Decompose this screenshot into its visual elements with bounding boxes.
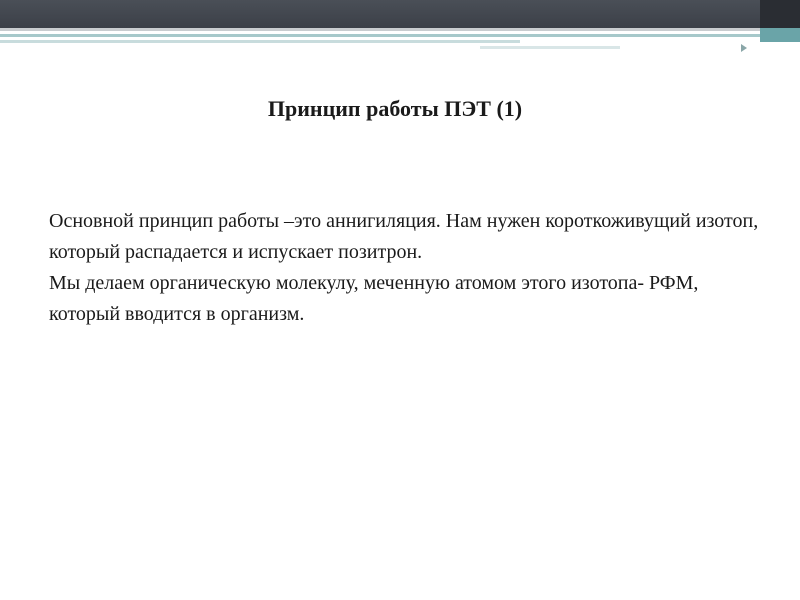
decorative-stripe <box>0 34 760 37</box>
slide-title: Принцип работы ПЭТ (1) <box>267 96 523 121</box>
header-corner-block <box>760 0 800 28</box>
decorative-stripe <box>0 28 760 31</box>
body-paragraph: Мы делаем органическую молекулу, меченную атомом этого изотопа- РФМ, который вводится в организм. <box>49 272 699 325</box>
decorative-stripe <box>0 40 520 43</box>
triangle-right-icon <box>741 44 747 52</box>
slide-body <box>49 206 769 330</box>
body-paragraph: Основной принцип работы –это аннигиляция. Нам нужен короткоживущий изотоп, который распадается и испускает позитрон. <box>49 210 759 263</box>
header-accent-block <box>760 28 800 42</box>
decorative-stripe <box>480 46 620 49</box>
header-band <box>0 0 800 28</box>
